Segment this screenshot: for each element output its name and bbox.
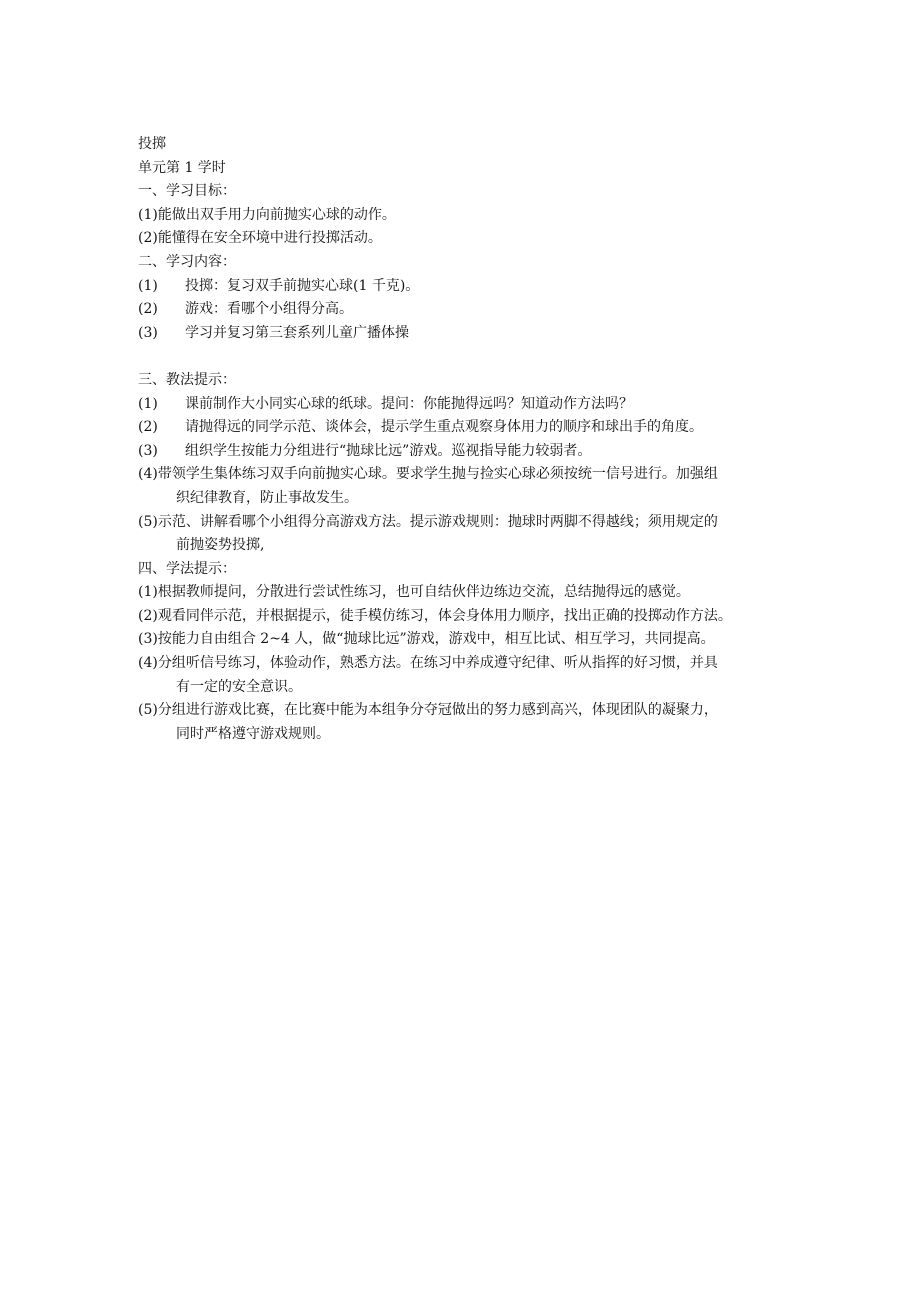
document-page — [138, 133, 818, 746]
item-text: 组织学生按能力分组进行“抛球比远”游戏。巡视指导能力较弱者。 — [185, 442, 592, 459]
item-text: 分组听信号练习，体验动作，熟悉方法。在练习中养成遵守纪律、听从指挥的好习惯，并具 — [157, 655, 718, 672]
learning-item — [138, 605, 818, 629]
item-number: (1) — [138, 206, 158, 223]
learning-item — [138, 652, 818, 676]
item-number: (1) — [138, 584, 158, 601]
learning-heading: 四、学法提示： — [138, 560, 236, 577]
item-number: (3) — [138, 442, 158, 459]
item-number: (3) — [138, 631, 158, 648]
item-text-continuation: 有一定的安全意识。 — [176, 678, 302, 695]
item-number: (5) — [138, 702, 158, 719]
goals-heading: 一、学习目标： — [138, 183, 236, 200]
learning-item — [138, 628, 818, 652]
teaching-item — [138, 463, 818, 487]
teaching-item — [138, 416, 818, 440]
item-text: 学习并复习第三套系列儿童广播体操 — [185, 324, 409, 341]
teaching-item — [138, 440, 818, 464]
teaching-item — [138, 393, 818, 417]
content-heading: 二、学习内容： — [138, 253, 236, 270]
item-number: (3) — [138, 324, 158, 341]
item-number: (2) — [138, 230, 158, 247]
item-text: 课前制作大小同实心球的纸球。提问：你能抛得远吗？知道动作方法吗？ — [185, 395, 633, 412]
content-item — [138, 298, 818, 322]
spacer — [138, 345, 818, 369]
item-text: 能做出双手用力向前抛实心球的动作。 — [157, 206, 396, 223]
item-text: 能懂得在安全环境中进行投掷活动。 — [157, 230, 382, 247]
item-number: (4) — [138, 655, 158, 672]
lesson-subtitle: 单元第 1 学时 — [138, 159, 226, 176]
item-number: (1) — [138, 277, 158, 294]
item-number: (4) — [138, 466, 158, 483]
item-text: 游戏：看哪个小组得分高。 — [185, 301, 353, 318]
item-text-continuation: 织纪律教育，防止事故发生。 — [176, 489, 358, 506]
item-text: 观看同伴示范，并根据提示，徒手模仿练习，体会身体用力顺序，找出正确的投掷动作方法。 — [157, 607, 732, 624]
goals-item — [138, 204, 818, 228]
content-item — [138, 322, 818, 346]
item-number: (2) — [138, 419, 158, 436]
item-text: 投掷：复习双手前抛实心球(1 千克)。 — [185, 277, 420, 294]
document-title: 投掷 — [138, 136, 166, 152]
item-text-continuation: 同时严格遵守游戏规则。 — [176, 725, 330, 742]
goals-item — [138, 227, 818, 251]
teaching-heading: 三、教法提示： — [138, 371, 236, 388]
learning-item — [138, 699, 818, 723]
teaching-item — [138, 511, 818, 535]
item-number: (5) — [138, 513, 158, 530]
item-text: 按能力自由组合 2~4 人，做“抛球比远”游戏，游戏中，相互比试、相互学习，共同提高。 — [157, 631, 715, 648]
content-item — [138, 275, 818, 299]
item-text: 分组进行游戏比赛，在比赛中能为本组争分夺冠做出的努力感到高兴，体现团队的凝聚力， — [157, 702, 718, 719]
learning-item — [138, 581, 818, 605]
item-text: 示范、讲解看哪个小组得分高游戏方法。提示游戏规则：抛球时两脚不得越线；须用规定的 — [157, 513, 718, 530]
item-number: (2) — [138, 607, 158, 624]
item-number: (2) — [138, 301, 158, 318]
item-number: (1) — [138, 395, 158, 412]
item-text: 根据教师提问，分散进行尝试性练习，也可自结伙伴边练边交流，总结抛得远的感觉。 — [157, 584, 690, 601]
item-text-continuation: 前抛姿势投掷, — [176, 537, 265, 554]
item-text: 带领学生集体练习双手向前抛实心球。要求学生抛与捡实心球必须按统一信号进行。加强组 — [157, 466, 718, 483]
item-text: 请抛得远的同学示范、谈体会，提示学生重点观察身体用力的顺序和球出手的角度。 — [185, 419, 703, 436]
